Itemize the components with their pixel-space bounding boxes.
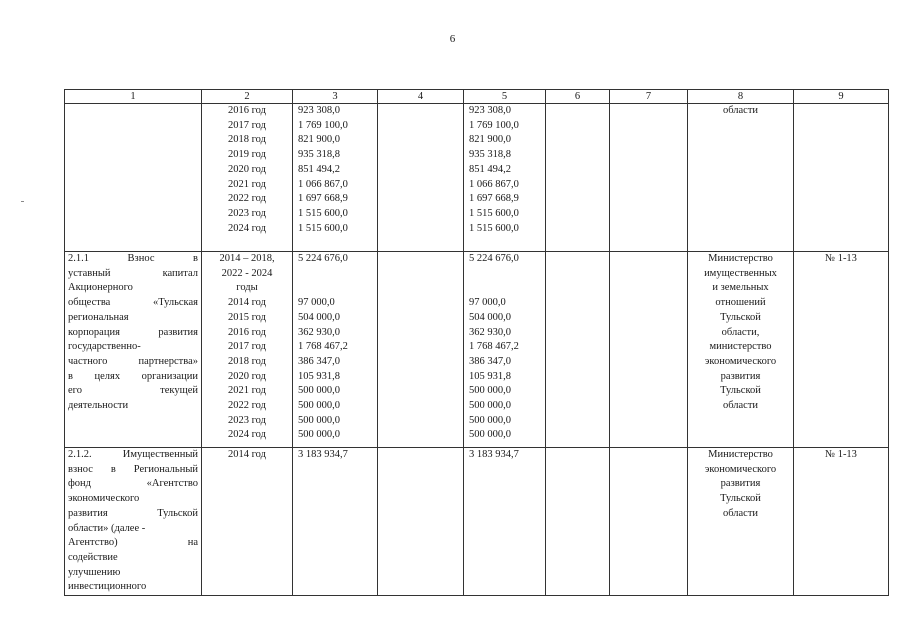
cell-line: № 1-13 <box>825 253 857 264</box>
cell-line: частного партнерства» <box>68 355 198 367</box>
cell-line <box>296 267 374 282</box>
cell-line: годы <box>236 282 258 294</box>
cell-line: 2021 год <box>228 178 266 190</box>
cell-line: 821 900,0 <box>298 134 340 146</box>
local-amount-cell <box>546 104 610 252</box>
cell-line: взнос в Региональный <box>68 463 198 475</box>
cell-line: 2019 год <box>228 149 266 161</box>
scan-mark <box>21 201 24 202</box>
cell-line: 2023 год <box>228 207 266 219</box>
cell-line: 500 000,0 <box>469 385 511 397</box>
cell-line: 5 224 676,0 <box>298 253 348 264</box>
column-header: 1 <box>65 90 202 104</box>
table-row <box>65 252 889 448</box>
column-header: 9 <box>794 90 889 104</box>
cell-line: 2021 год <box>228 385 266 397</box>
cell-line: 2.1.2. Имущественный <box>68 449 198 460</box>
cell-line: 2017 год <box>228 341 266 353</box>
cell-line <box>467 281 542 296</box>
cell-line: 1 515 600,0 <box>469 222 519 234</box>
cell-line: корпорация развития <box>68 326 198 338</box>
cell-line: 1 697 668,9 <box>298 193 348 205</box>
cell-line: 500 000,0 <box>298 429 340 441</box>
cell-line: 1 769 100,0 <box>298 119 348 131</box>
cell-line: 2014 – 2018, <box>219 253 275 264</box>
total-amount-cell <box>293 252 378 448</box>
period-cell <box>202 252 293 448</box>
federal-amount-cell <box>378 104 464 252</box>
cell-line: уставный капитал <box>68 267 198 279</box>
cell-line: 500 000,0 <box>469 400 511 412</box>
period-cell <box>202 448 293 596</box>
cell-line: региональная <box>68 311 129 323</box>
cell-line: 923 308,0 <box>469 105 511 116</box>
column-header: 6 <box>546 90 610 104</box>
federal-amount-cell <box>378 252 464 448</box>
cell-line: 1 697 668,9 <box>469 193 519 205</box>
cell-line: 386 347,0 <box>469 355 511 367</box>
column-header: 8 <box>688 90 794 104</box>
cell-line: содействие <box>68 551 118 563</box>
cell-line: улучшению <box>68 566 121 578</box>
cell-line: области, <box>721 326 760 338</box>
cell-line: его текущей <box>68 385 198 397</box>
cell-line <box>296 281 374 296</box>
cell-line: Министерство <box>708 253 773 264</box>
cell-line: экономического <box>68 493 140 505</box>
total-amount-cell <box>293 104 378 252</box>
period-cell <box>202 104 293 252</box>
cell-line: 504 000,0 <box>469 311 511 323</box>
cell-line: 2018 год <box>228 134 266 146</box>
cell-line: 2023 год <box>228 414 266 426</box>
cell-line: государственно- <box>68 341 141 353</box>
cell-line: 1 515 600,0 <box>298 207 348 219</box>
cell-line: 2018 год <box>228 355 266 367</box>
cell-line: № 1-13 <box>825 449 857 460</box>
column-header: 7 <box>610 90 688 104</box>
column-header: 4 <box>378 90 464 104</box>
cell-line: области <box>722 400 759 412</box>
cell-line: 2014 год <box>228 297 266 309</box>
cell-line: 2014 год <box>228 449 266 460</box>
cell-line: 362 930,0 <box>298 326 340 338</box>
total-amount-cell <box>293 448 378 596</box>
other-amount-cell <box>610 104 688 252</box>
cell-line: 2017 год <box>228 119 266 131</box>
cell-line: 500 000,0 <box>469 429 511 441</box>
page-number: 6 <box>449 33 456 45</box>
cell-line: Тульской <box>720 311 761 323</box>
cell-line: 935 318,8 <box>298 149 340 161</box>
cell-line: 935 318,8 <box>469 149 511 161</box>
description-cell <box>65 252 202 448</box>
cell-line: 500 000,0 <box>298 385 340 397</box>
cell-line: 851 494,2 <box>298 163 340 175</box>
cell-line: имущественных <box>704 267 777 279</box>
cell-line: 2024 год <box>228 429 266 441</box>
cell-line: 2022 - 2024 <box>221 267 273 279</box>
cell-line: 3 183 934,7 <box>298 449 348 460</box>
cell-line: 1 515 600,0 <box>298 222 348 234</box>
other-amount-cell <box>610 252 688 448</box>
executor-cell <box>688 252 794 448</box>
cell-line: 504 000,0 <box>298 311 340 323</box>
local-amount-cell <box>546 448 610 596</box>
indicator-ref-cell <box>794 252 889 448</box>
cell-line: деятельности <box>68 400 129 412</box>
cell-line: 2016 год <box>228 105 266 116</box>
cell-line: 2020 год <box>228 370 266 382</box>
cell-line: 105 931,8 <box>298 370 340 382</box>
cell-line: развития <box>720 370 761 382</box>
cell-line: Акционерного <box>68 282 133 294</box>
cell-line: Агентство) на <box>68 537 198 549</box>
column-header: 5 <box>464 90 546 104</box>
cell-line: экономического <box>704 355 777 367</box>
cell-line: 1 768 467,2 <box>298 341 348 353</box>
cell-line: 821 900,0 <box>469 134 511 146</box>
cell-line: 1 066 867,0 <box>469 178 519 190</box>
regional-amount-cell <box>464 252 546 448</box>
executor-cell <box>688 448 794 596</box>
cell-line: и земельных <box>712 282 769 294</box>
cell-line <box>467 267 542 282</box>
cell-line: отношений <box>715 297 766 309</box>
description-cell <box>65 448 202 596</box>
cell-line: инвестиционного <box>68 581 147 593</box>
cell-line: общества «Тульская <box>68 297 198 309</box>
cell-line: 97 000,0 <box>298 297 335 309</box>
description-cell <box>65 104 202 252</box>
cell-line: Тульской <box>720 385 761 397</box>
cell-line: 923 308,0 <box>298 105 340 116</box>
cell-line: министерство <box>709 341 772 353</box>
cell-line: 2022 год <box>228 400 266 412</box>
cell-line: 105 931,8 <box>469 370 511 382</box>
cell-line: 97 000,0 <box>469 297 506 309</box>
header-row <box>65 90 889 104</box>
cell-line: 500 000,0 <box>469 414 511 426</box>
local-amount-cell <box>546 252 610 448</box>
other-amount-cell <box>610 448 688 596</box>
cell-line: 2022 год <box>228 193 266 205</box>
cell-line: 2024 год <box>228 222 266 234</box>
federal-amount-cell <box>378 448 464 596</box>
cell-line: развития Тульской <box>68 507 198 519</box>
cell-line: 1 769 100,0 <box>469 119 519 131</box>
cell-line: 386 347,0 <box>298 355 340 367</box>
column-header: 2 <box>202 90 293 104</box>
table-row <box>65 104 889 252</box>
budget-table <box>64 89 889 596</box>
cell-line: 1 768 467,2 <box>469 341 519 353</box>
cell-line: 3 183 934,7 <box>469 449 519 460</box>
indicator-ref-cell <box>794 448 889 596</box>
regional-amount-cell <box>464 448 546 596</box>
cell-line: 2015 год <box>228 311 266 323</box>
table-row <box>65 448 889 596</box>
cell-line: 500 000,0 <box>298 400 340 412</box>
cell-line: 5 224 676,0 <box>469 253 519 264</box>
cell-line: Министерство <box>708 449 773 460</box>
cell-line: 1 515 600,0 <box>469 207 519 219</box>
cell-line: 851 494,2 <box>469 163 511 175</box>
cell-line: развития <box>720 478 761 490</box>
cell-line: 2020 год <box>228 163 266 175</box>
cell-line: 2.1.1 Взнос в <box>68 253 198 264</box>
executor-cell <box>688 104 794 252</box>
cell-line: экономического <box>704 463 777 475</box>
cell-line: Тульской <box>720 493 761 505</box>
cell-line: 500 000,0 <box>298 414 340 426</box>
cell-line: области» (далее - <box>68 522 146 534</box>
indicator-ref-cell <box>794 104 889 252</box>
cell-line: 362 930,0 <box>469 326 511 338</box>
regional-amount-cell <box>464 104 546 252</box>
cell-line: области <box>722 507 759 519</box>
cell-line: фонд «Агентство <box>68 478 198 490</box>
cell-line: 2016 год <box>228 326 266 338</box>
cell-line: 1 066 867,0 <box>298 178 348 190</box>
column-header: 3 <box>293 90 378 104</box>
cell-line: в целях организации <box>68 370 198 382</box>
cell-line: области <box>722 105 759 116</box>
